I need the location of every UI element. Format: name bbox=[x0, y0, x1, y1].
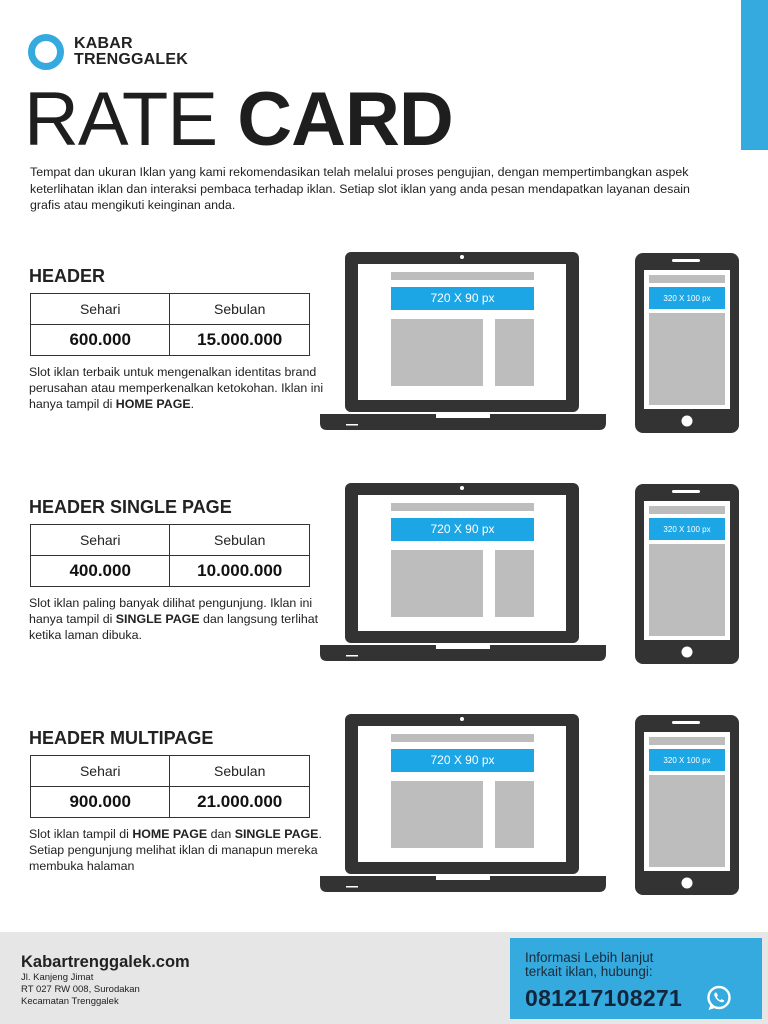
laptop-sidebar-placeholder bbox=[495, 319, 534, 386]
section-header bbox=[0, 265, 768, 465]
laptop-mockup bbox=[318, 483, 608, 665]
laptop-mockup bbox=[318, 714, 608, 896]
section-description bbox=[29, 364, 339, 412]
section-title: HEADER MULTIPAGE bbox=[29, 728, 214, 748]
phone-ad-size: 320 X 100 px bbox=[663, 525, 711, 534]
laptop-ad-size: 720 X 90 px bbox=[430, 753, 495, 767]
month-price: 21.000.000 bbox=[170, 787, 310, 818]
laptop-hinge-notch bbox=[436, 414, 490, 418]
price-table bbox=[30, 293, 310, 356]
logo-line-2: TRENGGALEK bbox=[74, 51, 188, 68]
phone-nav-placeholder bbox=[649, 275, 725, 283]
contact-info-line-1: Informasi Lebih lanjut bbox=[525, 950, 654, 965]
laptop-camera-icon bbox=[460, 486, 464, 490]
section-title: HEADER SINGLE PAGE bbox=[29, 497, 232, 517]
laptop-content-placeholder bbox=[391, 550, 483, 617]
section-description bbox=[29, 595, 339, 643]
phone-nav-placeholder bbox=[649, 506, 725, 514]
price-table bbox=[30, 755, 310, 818]
laptop-camera-icon bbox=[460, 717, 464, 721]
desc-text-2: dan langsung terlihat ketika laman dibuka. bbox=[29, 612, 319, 642]
contact-phone-number[interactable]: 081217108271 bbox=[525, 985, 683, 1011]
site-name[interactable]: Kabartrenggalek.com bbox=[21, 953, 190, 971]
logo-ring-icon bbox=[28, 34, 64, 70]
phone-nav-placeholder bbox=[649, 737, 725, 745]
accent-bar bbox=[741, 0, 768, 150]
laptop-nav-placeholder bbox=[391, 272, 534, 280]
laptop-nav-placeholder bbox=[391, 503, 534, 511]
desc-bold-1: HOME PAGE bbox=[132, 827, 208, 841]
phone-content-placeholder bbox=[649, 544, 725, 636]
desc-text-2: . bbox=[190, 397, 195, 411]
desc-bold-1: HOME PAGE bbox=[115, 397, 191, 411]
phone-ad-size: 320 X 100 px bbox=[663, 294, 711, 303]
day-label: Sehari bbox=[31, 525, 170, 556]
month-label: Sebulan bbox=[170, 294, 310, 325]
laptop-hinge-notch bbox=[436, 876, 490, 880]
laptop-base-mark bbox=[346, 886, 358, 888]
logo-line-1: KABAR bbox=[74, 35, 133, 52]
phone-mockup bbox=[634, 483, 740, 667]
desc-bold-2: SINGLE PAGE bbox=[234, 827, 319, 841]
laptop-camera-icon bbox=[460, 255, 464, 259]
laptop-mockup bbox=[318, 252, 608, 434]
address bbox=[21, 972, 140, 1008]
title-bold: CARD bbox=[237, 77, 453, 162]
laptop-content-placeholder bbox=[391, 319, 483, 386]
laptop-sidebar-placeholder bbox=[495, 781, 534, 848]
address-line-1: Jl. Kanjeng Jimat bbox=[21, 972, 94, 983]
contact-info bbox=[525, 951, 653, 979]
laptop-nav-placeholder bbox=[391, 734, 534, 742]
phone-content-placeholder bbox=[649, 775, 725, 867]
laptop-ad-size: 720 X 90 px bbox=[430, 522, 495, 536]
phone-home-button-icon bbox=[682, 416, 693, 427]
laptop-base-mark bbox=[346, 655, 358, 657]
phone-speaker-icon bbox=[672, 721, 700, 724]
month-label: Sebulan bbox=[170, 525, 310, 556]
address-line-2: RT 027 RW 008, Surodakan bbox=[21, 984, 140, 995]
laptop-content-placeholder bbox=[391, 781, 483, 848]
section-description bbox=[29, 826, 339, 874]
month-price: 10.000.000 bbox=[170, 556, 310, 587]
desc-text-1: Slot iklan paling banyak dilihat pengunjung. Iklan ini hanya tampil di bbox=[29, 596, 313, 626]
footer bbox=[0, 932, 768, 1024]
whatsapp-icon[interactable] bbox=[705, 984, 733, 1012]
logo-text bbox=[74, 36, 188, 68]
phone-speaker-icon bbox=[672, 259, 700, 262]
brand-logo bbox=[28, 34, 188, 70]
phone-home-button-icon bbox=[682, 647, 693, 658]
address-line-3: Kecamatan Trenggalek bbox=[21, 996, 119, 1007]
phone-home-button-icon bbox=[682, 878, 693, 889]
intro-text: Tempat dan ukuran Iklan yang kami rekomendasikan telah melalui proses pengujian, dengan mempertimbangkan aspek keterlihatan iklan dan interaksi pembaca terhadap iklan. Setiap slot iklan yang anda pesan mendapatkan layanan desain grafis atau mengikuti keinginan anda. bbox=[30, 165, 690, 212]
day-label: Sehari bbox=[31, 756, 170, 787]
day-price: 900.000 bbox=[31, 787, 170, 818]
page-title bbox=[24, 78, 453, 162]
contact-box bbox=[510, 938, 762, 1019]
month-label: Sebulan bbox=[170, 756, 310, 787]
section-header-single-page bbox=[0, 496, 768, 696]
laptop-base-mark bbox=[346, 424, 358, 426]
phone-speaker-icon bbox=[672, 490, 700, 493]
desc-text-2: dan bbox=[207, 827, 235, 841]
day-price: 400.000 bbox=[31, 556, 170, 587]
laptop-hinge-notch bbox=[436, 645, 490, 649]
desc-text-1: Slot iklan terbaik untuk mengenalkan identitas brand perusahan atau memperkenalkan ketokohan. Iklan ini hanya tampil di bbox=[29, 365, 324, 411]
desc-text-3: . Setiap pengunjung melihat iklan di manapun mereka membuka halaman bbox=[29, 827, 322, 873]
month-price: 15.000.000 bbox=[170, 325, 310, 356]
section-title: HEADER bbox=[29, 266, 106, 286]
laptop-ad-size: 720 X 90 px bbox=[430, 291, 495, 305]
contact-info-line-2: terkait iklan, hubungi: bbox=[525, 964, 653, 979]
day-price: 600.000 bbox=[31, 325, 170, 356]
section-header-multipage bbox=[0, 727, 768, 927]
desc-bold-1: SINGLE PAGE bbox=[115, 612, 200, 626]
desc-text-1: Slot iklan tampil di bbox=[29, 827, 133, 841]
phone-mockup bbox=[634, 714, 740, 898]
phone-ad-size: 320 X 100 px bbox=[663, 756, 711, 765]
title-light: RATE bbox=[24, 77, 218, 162]
phone-mockup bbox=[634, 252, 740, 436]
price-table bbox=[30, 524, 310, 587]
laptop-sidebar-placeholder bbox=[495, 550, 534, 617]
phone-content-placeholder bbox=[649, 313, 725, 405]
day-label: Sehari bbox=[31, 294, 170, 325]
